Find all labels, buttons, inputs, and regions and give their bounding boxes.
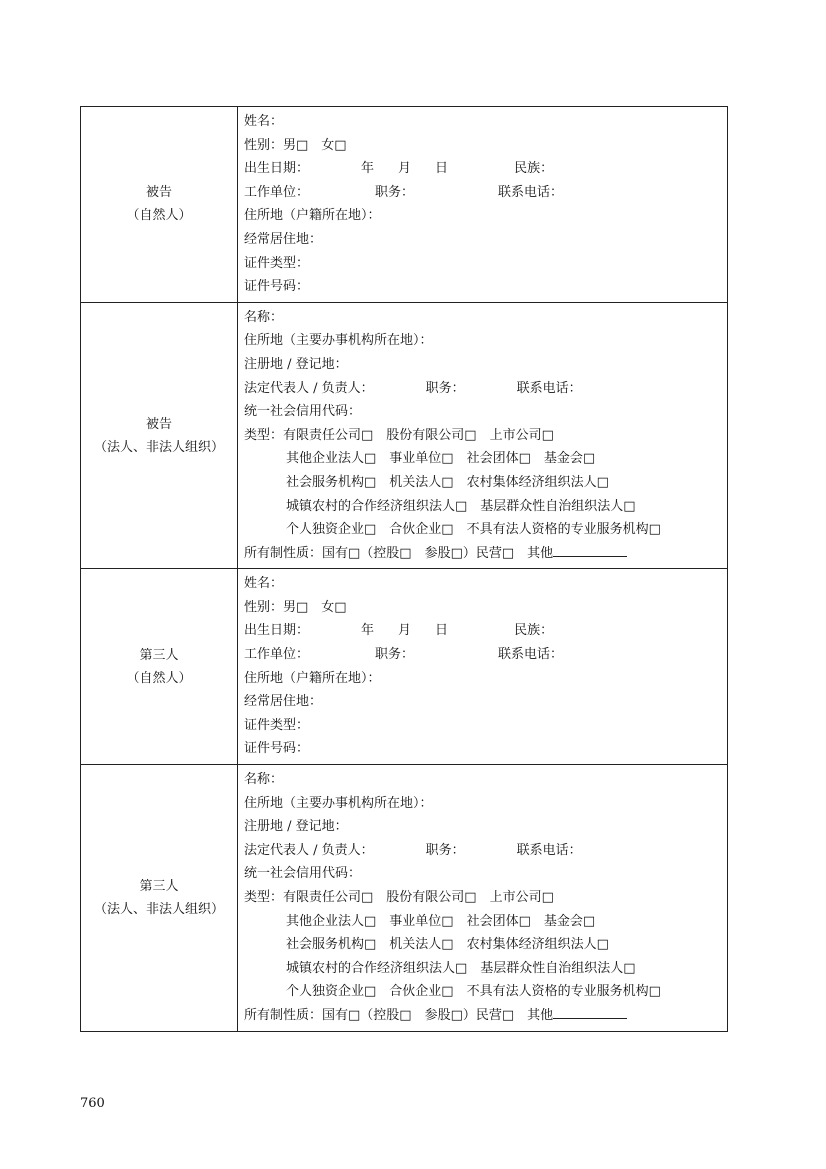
section-subtitle: （法人、非法人组织） <box>93 439 224 455</box>
gender-field[interactable]: 性别：男□ 女□ <box>244 137 347 153</box>
section-subtitle: （法人、非法人组织） <box>93 901 224 917</box>
year-label: 年 <box>361 623 375 639</box>
ethnicity-label[interactable]: 民族： <box>514 623 554 639</box>
phone-label[interactable]: 联系电话： <box>498 184 564 200</box>
position-label[interactable]: 职务： <box>425 842 465 858</box>
page-number: 760 <box>80 1096 105 1111</box>
id-type-field[interactable]: 证件类型： <box>244 717 310 733</box>
position-label[interactable]: 职务： <box>375 184 415 200</box>
residence-field[interactable]: 经常居住地： <box>244 231 323 247</box>
month-label: 月 <box>398 161 412 177</box>
type-options-3[interactable]: 社会服务机构□ 机关法人□ 农村集体经济组织法人□ <box>286 474 609 490</box>
type-row-1 <box>244 424 723 448</box>
org-name-field[interactable]: 名称： <box>244 772 284 788</box>
ownership-row <box>244 1004 723 1028</box>
domicile-field[interactable]: 住所地（户籍所在地）： <box>244 670 381 686</box>
birth-date-row <box>244 157 723 181</box>
section-title: 第三人 <box>139 878 179 894</box>
type-options-4[interactable]: 城镇农村的合作经济组织法人□ 基层群众性自治组织法人□ <box>286 960 636 976</box>
other-blank[interactable] <box>553 1004 627 1019</box>
employer-row <box>244 643 723 667</box>
section-fields <box>238 302 728 569</box>
legal-rep-row <box>244 377 723 401</box>
day-label: 日 <box>435 623 449 639</box>
section-title: 被告 <box>145 416 172 432</box>
legal-rep-label[interactable]: 法定代表人 / 负责人： <box>244 380 374 396</box>
id-number-field[interactable]: 证件号码： <box>244 279 310 295</box>
month-label: 月 <box>398 623 412 639</box>
type-options-1[interactable]: 有限责任公司□ 股份有限公司□ 上市公司□ <box>283 427 554 443</box>
section-label <box>81 765 238 1032</box>
name-field[interactable]: 姓名： <box>244 114 284 129</box>
phone-label[interactable]: 联系电话： <box>516 380 582 396</box>
section-fields <box>238 569 728 765</box>
type-options-4[interactable]: 城镇农村的合作经济组织法人□ 基层群众性自治组织法人□ <box>286 498 636 514</box>
section-defendant-organization <box>81 302 728 569</box>
employer-label[interactable]: 工作单位： <box>244 647 310 663</box>
employer-label[interactable]: 工作单位： <box>244 184 310 200</box>
birth-date-label[interactable]: 出生日期： <box>244 161 310 177</box>
phone-label[interactable]: 联系电话： <box>516 842 582 858</box>
section-subtitle: （自然人） <box>126 670 192 686</box>
birth-date-row <box>244 619 723 643</box>
type-options-3[interactable]: 社会服务机构□ 机关法人□ 农村集体经济组织法人□ <box>286 937 609 953</box>
registration-field[interactable]: 注册地 / 登记地： <box>244 819 348 835</box>
position-label[interactable]: 职务： <box>425 380 465 396</box>
legal-rep-label[interactable]: 法定代表人 / 负责人： <box>244 842 374 858</box>
section-label <box>81 569 238 765</box>
org-name-field[interactable]: 名称： <box>244 309 284 325</box>
ownership-row <box>244 542 723 566</box>
ownership-options[interactable]: 所有制性质：国有□（控股□ 参股□）民营□ 其他 <box>244 545 554 561</box>
section-fields <box>238 765 728 1032</box>
section-defendant-natural-person <box>81 107 728 303</box>
type-options-1[interactable]: 有限责任公司□ 股份有限公司□ 上市公司□ <box>283 890 554 905</box>
type-options-5[interactable]: 个人独资企业□ 合伙企业□ 不具有法人资格的专业服务机构□ <box>286 984 661 1000</box>
section-title: 被告 <box>145 185 172 201</box>
other-blank[interactable] <box>553 542 627 557</box>
type-options-2[interactable]: 其他企业法人□ 事业单位□ 社会团体□ 基金会□ <box>286 913 596 929</box>
registration-field[interactable]: 注册地 / 登记地： <box>244 356 348 372</box>
type-label: 类型： <box>244 890 284 905</box>
org-domicile-field[interactable]: 住所地（主要办事机构所在地）： <box>244 333 433 349</box>
id-type-field[interactable]: 证件类型： <box>244 255 310 271</box>
year-label: 年 <box>361 161 375 177</box>
section-label <box>81 107 238 303</box>
legal-rep-row <box>244 839 723 863</box>
type-label: 类型： <box>244 427 284 443</box>
section-label <box>81 302 238 569</box>
employer-row <box>244 181 723 205</box>
position-label[interactable]: 职务： <box>375 647 415 663</box>
ownership-options[interactable]: 所有制性质：国有□（控股□ 参股□）民营□ 其他 <box>244 1007 554 1023</box>
section-subtitle: （自然人） <box>126 208 192 224</box>
gender-field[interactable]: 性别：男□ 女□ <box>244 599 347 615</box>
party-info-table <box>80 106 728 1032</box>
ethnicity-label[interactable]: 民族： <box>514 161 554 177</box>
residence-field[interactable]: 经常居住地： <box>244 694 323 710</box>
name-field[interactable]: 姓名： <box>244 576 284 592</box>
id-number-field[interactable]: 证件号码： <box>244 741 310 757</box>
org-domicile-field[interactable]: 住所地（主要办事机构所在地）： <box>244 795 433 811</box>
credit-code-field[interactable]: 统一社会信用代码： <box>244 404 362 420</box>
section-title: 第三人 <box>139 647 179 663</box>
credit-code-field[interactable]: 统一社会信用代码： <box>244 866 362 882</box>
phone-label[interactable]: 联系电话： <box>498 647 564 663</box>
domicile-field[interactable]: 住所地（户籍所在地）： <box>244 208 381 224</box>
birth-date-label[interactable]: 出生日期： <box>244 623 310 639</box>
section-fields <box>238 107 728 303</box>
type-row-1 <box>244 886 723 910</box>
type-options-5[interactable]: 个人独资企业□ 合伙企业□ 不具有法人资格的专业服务机构□ <box>286 522 661 538</box>
section-third-party-organization <box>81 765 728 1032</box>
type-options-2[interactable]: 其他企业法人□ 事业单位□ 社会团体□ 基金会□ <box>286 451 596 467</box>
section-third-party-natural-person <box>81 569 728 765</box>
day-label: 日 <box>435 161 449 177</box>
